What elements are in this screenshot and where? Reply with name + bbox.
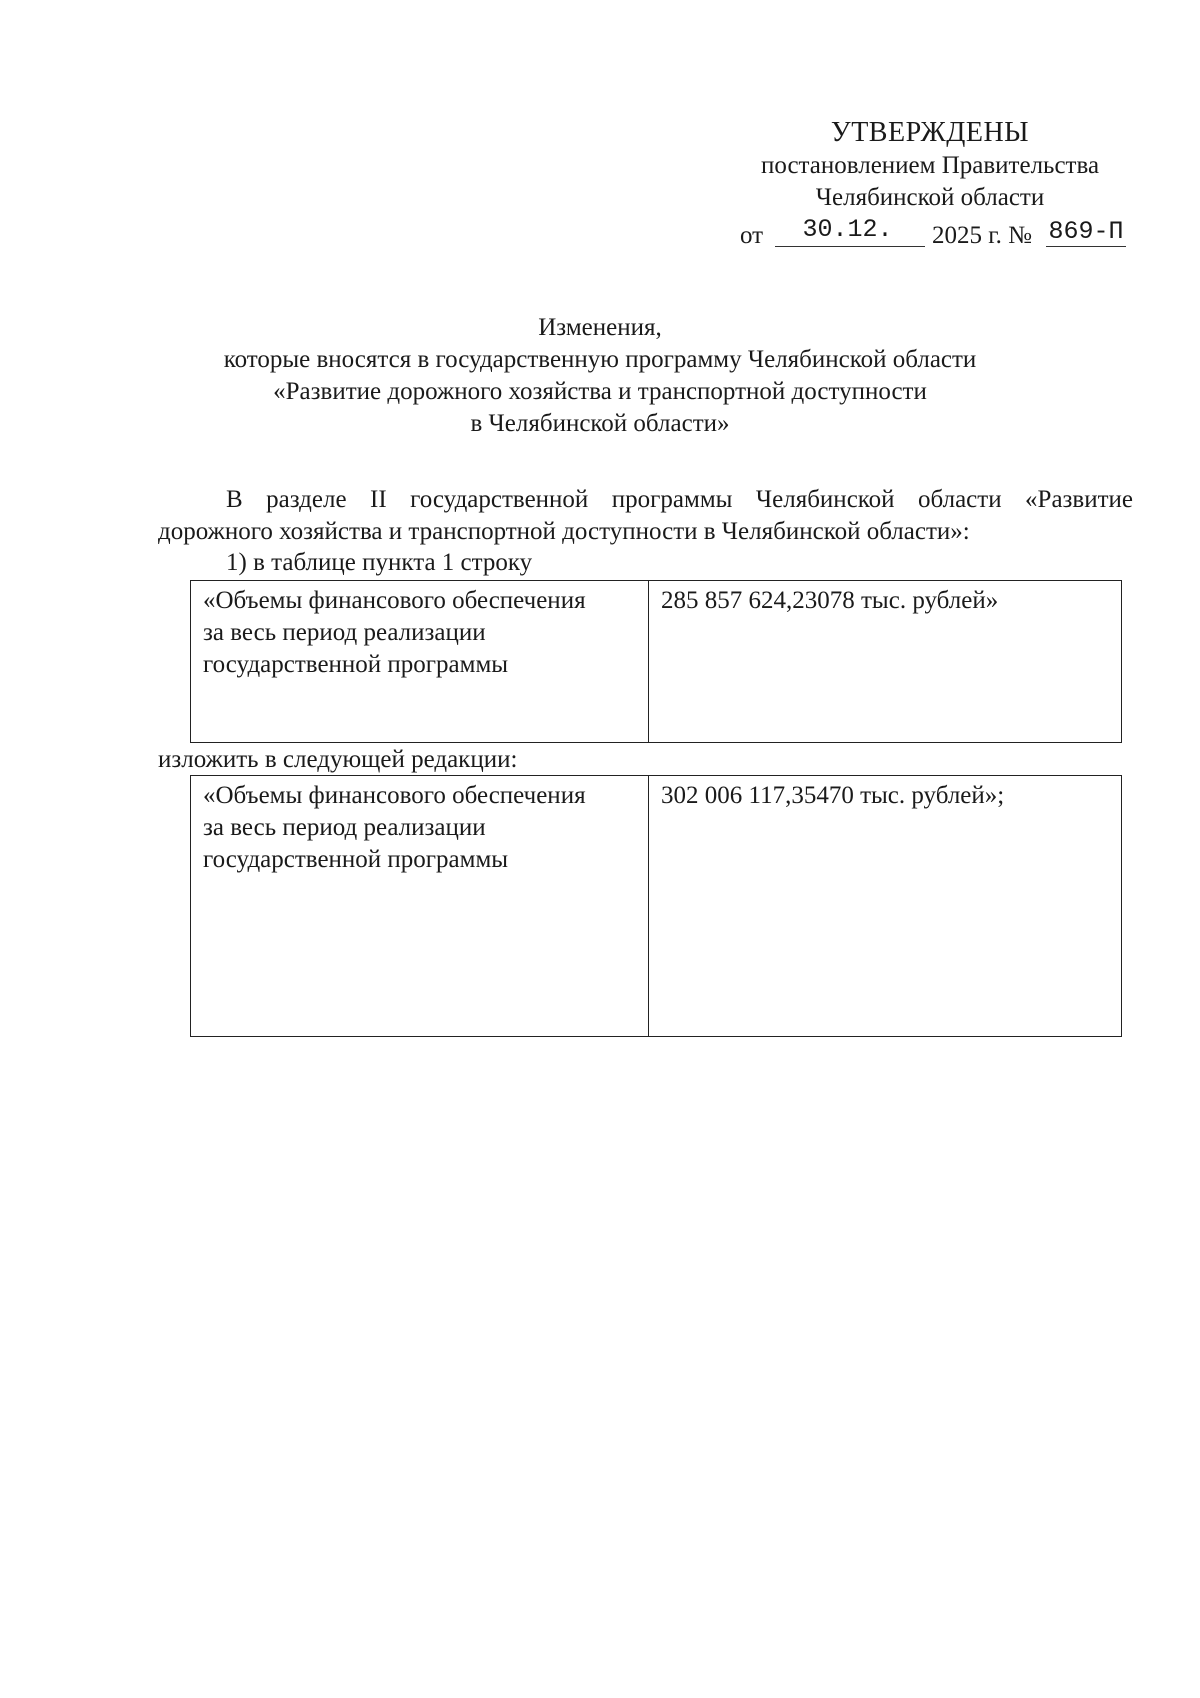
new-label-line-3: государственной программы	[203, 846, 509, 873]
heading-line-1: Изменения,	[538, 314, 662, 341]
table-row	[191, 776, 1122, 1037]
old-row-value-cell	[649, 581, 1122, 743]
date-prefix: от	[740, 222, 764, 249]
number-underline	[1046, 246, 1126, 247]
approval-title: УТВЕРЖДЕНЫ	[830, 117, 1030, 148]
item-1: 1) в таблице пункта 1 строку	[226, 549, 533, 576]
old-value: 285 857 624,23078 тыс. рублей»	[661, 587, 999, 614]
intro-paragraph: В разделе II государственной программы Челябинской области «Развитие дорожного хозяйства и транспортной доступности в Челябинской области»:	[158, 486, 1133, 545]
new-label-line-2: за весь период реализации	[203, 814, 486, 841]
approval-line-2: Челябинской области	[815, 184, 1045, 211]
approval-line-1: постановлением Правительства	[760, 152, 1100, 179]
heading-line-3: «Развитие дорожного хозяйства и транспортной доступности	[273, 378, 927, 405]
heading-line-4: в Челябинской области»	[470, 410, 730, 437]
date-underline	[775, 246, 925, 247]
table-new-row	[190, 775, 1122, 1037]
approval-stamp	[700, 116, 1160, 252]
heading-line-2: которые вносятся в государственную программу Челябинской области	[223, 346, 977, 373]
old-label-line-2: за весь период реализации	[203, 619, 486, 646]
decree-date: 30.12.	[802, 215, 893, 244]
decree-number: 869-П	[1048, 217, 1124, 246]
new-row-value-cell	[649, 776, 1122, 1037]
new-row-label-cell	[191, 776, 649, 1037]
new-label-line-1: «Объемы финансового обеспечения	[203, 782, 586, 809]
old-row-label-cell	[191, 581, 649, 743]
document-body	[158, 484, 1133, 578]
approval-date-line	[700, 216, 1160, 252]
restate-text: изложить в следующей редакции:	[158, 746, 518, 773]
document-heading	[150, 312, 1050, 440]
old-label-line-1: «Объемы финансового обеспечения	[203, 587, 586, 614]
table-row	[191, 581, 1122, 743]
table-old-row	[190, 580, 1122, 743]
new-value: 302 006 117,35470 тыс. рублей»;	[661, 782, 1005, 809]
old-label-line-3: государственной программы	[203, 651, 509, 678]
decree-year-number-label: 2025 г. №	[932, 222, 1033, 249]
